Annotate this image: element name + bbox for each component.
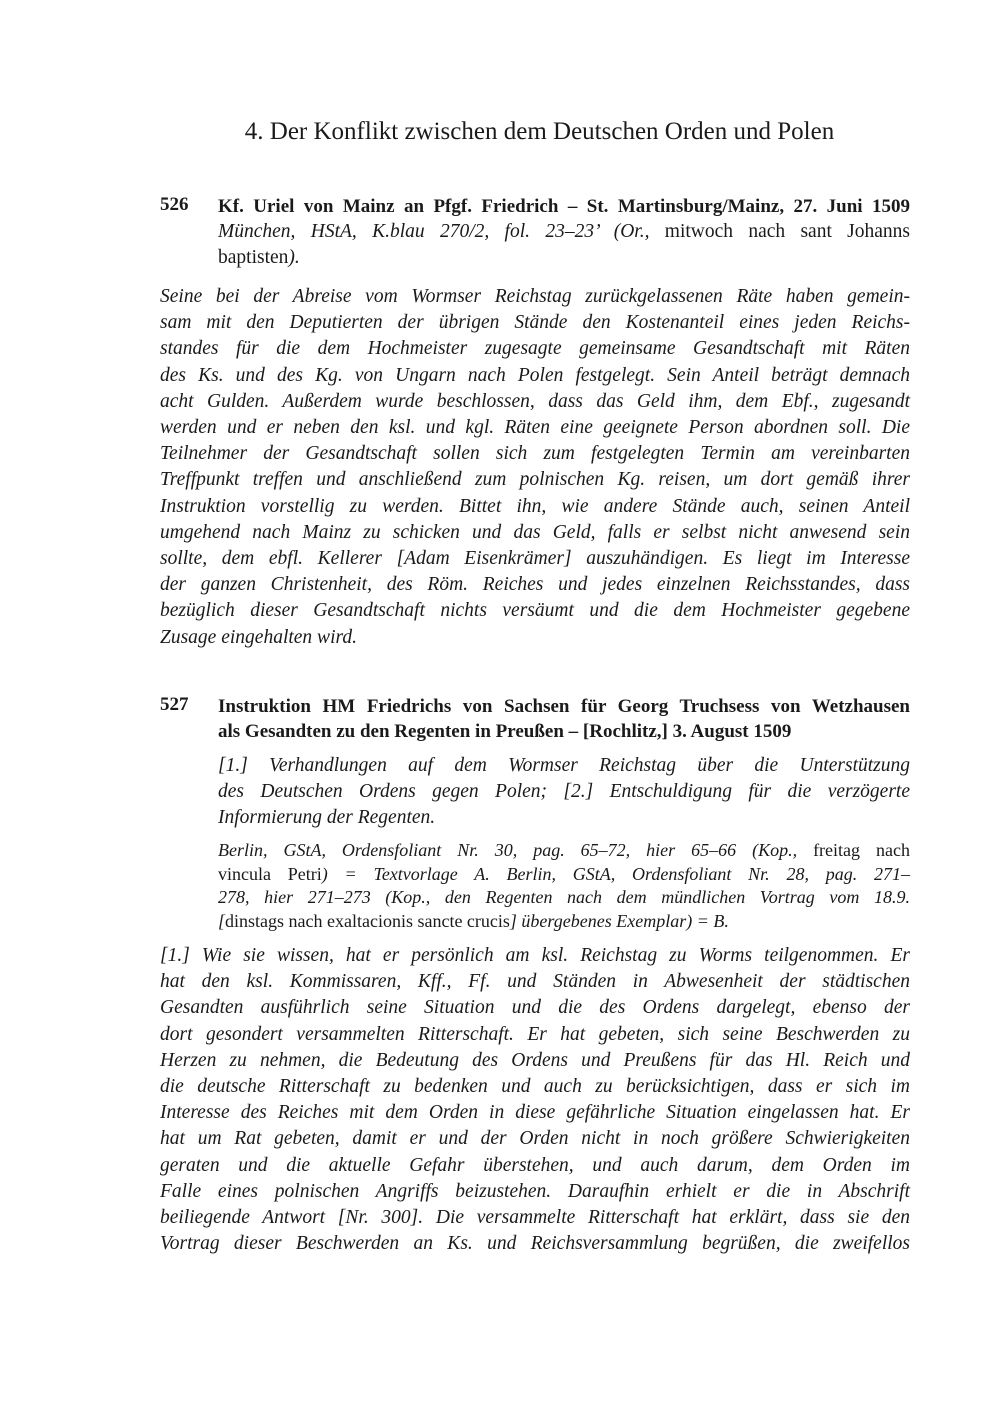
text-line [160, 336, 910, 362]
entry-source [218, 839, 910, 933]
text-line [160, 1048, 910, 1074]
text-segment: [ [218, 910, 226, 931]
text-segment: vincula Petri [218, 863, 322, 884]
text-segment: 278, hier 271–273 (Kop., den Regenten nach dem mündlichen Vortrag vom 18.9. [218, 887, 910, 907]
text-segment: werden und er neben den ksl. und kgl. Räten eine geeignete Person abordnen soll. Die [160, 417, 910, 439]
text-line [160, 1022, 910, 1048]
text-segment: Falle eines polnischen Angriffs beizustehen. Daraufhin erhielt er die in Abschrift [160, 1180, 910, 1202]
text-segment: beiliegende Antwort [Nr. 300]. Die versammelte Ritterschaft hat erklärt, dass sie den [160, 1207, 910, 1229]
entry-source [218, 219, 910, 271]
text-segment: dort gesondert versammelten Ritterschaft. Er hat gebeten, sich seine Beschwerden zu [160, 1023, 910, 1045]
text-line [160, 1100, 910, 1126]
text-segment: Kf. Uriel von Mainz an Pfgf. Friedrich – St. Martinsburg/Mainz, 27. Juni 1509 [218, 196, 910, 217]
text-line [160, 1074, 910, 1100]
text-segment: bezüglich dieser Gesandtschaft nichts versäumt und die dem Hochmeister gegebene [160, 600, 910, 622]
text-line [160, 1205, 910, 1231]
page-title: 4. Der Konflikt zwischen dem Deutschen Orden und Polen [244, 118, 835, 145]
text-segment: ) = Textvorlage A. Berlin, GStA, Ordensfoliant Nr. 28, pag. 271– [321, 863, 911, 884]
text-line [160, 995, 910, 1021]
text-segment: Instruktion HM Friedrichs von Sachsen für Georg Truchsess von Wetzhausen [218, 696, 910, 717]
text-line [160, 1231, 910, 1257]
text-segment: baptisten [218, 247, 289, 269]
entry-number: 526 [160, 194, 189, 215]
text-segment: [1.] Verhandlungen auf dem Wormser Reichstag über die Unterstützung [218, 755, 910, 776]
text-segment: Berlin, GStA, Ordensfoliant Nr. 30, pag. 65–72, hier 65–66 (Kop., [218, 840, 814, 860]
text-segment: standes für die dem Hochmeister zugesagte gemeinsame Gesandtschaft mit Räten [160, 338, 910, 360]
text-line [160, 943, 910, 969]
text-segment: acht Gulden. Außerdem wurde beschlossen, dass das Geld ihm, dem Ebf., zugesandt [160, 390, 910, 412]
text-segment: geraten und die aktuelle Gefahr überstehen, und auch darum, dem Orden im [160, 1154, 910, 1176]
entry-heading [218, 194, 910, 219]
text-line [160, 520, 910, 546]
entry-text [160, 943, 910, 1257]
text-segment: [1.] Wie sie wissen, hat er persönlich am ksl. Reichstag zu Worms teilgenommen. Er [160, 945, 910, 966]
text-line [160, 625, 910, 651]
text-line [160, 415, 910, 441]
text-line [218, 839, 910, 863]
text-segment: umgehend nach Mainz zu schicken und das Geld, falls er selbst nicht anwesend sein [160, 521, 910, 543]
text-line [218, 694, 910, 719]
entry-summary [160, 284, 910, 651]
text-segment: ] übergebenes Exemplar) = B. [509, 910, 729, 931]
text-segment: Vortrag dieser Beschwerden an Ks. und Reichsversammlung begrüßen, die zweifellos [160, 1233, 910, 1255]
text-line [218, 805, 910, 831]
text-line [160, 310, 910, 336]
text-segment: sam mit den Deputierten der übrigen Stände den Kostenanteil eines jeden Reichs- [160, 312, 910, 334]
text-line [160, 494, 910, 520]
text-segment: als Gesandten zu den Regenten in Preußen – [Rochlitz,] 3. August 1509 [218, 721, 792, 742]
text-line [160, 284, 910, 310]
text-segment: der ganzen Christenheit, des Röm. Reiches und jedes einzelnen Reichsstandes, dass [160, 574, 910, 596]
text-segment: hat den ksl. Kommissaren, Kff., Ff. und Ständen in Abwesenheit der städtischen [160, 971, 910, 993]
text-segment: Instruktion vorstellig zu werden. Bittet ihn, wie andere Stände auch, seinen Anteil [160, 495, 910, 517]
text-line [218, 863, 910, 887]
text-segment: sollte, dem ebfl. Kellerer [Adam Eisenkrämer] auszuhändigen. Es liegt im Interesse [160, 548, 910, 570]
text-line [218, 779, 910, 805]
entry-regest [218, 753, 910, 832]
text-line [160, 598, 910, 624]
text-line [160, 572, 910, 598]
text-line [218, 753, 910, 779]
entry-number: 527 [160, 694, 189, 715]
text-segment: Treffpunkt treffen und anschließend zum polnischen Kg. reisen, um dort gemäß ihrer [160, 469, 910, 491]
text-segment: die deutsche Ritterschaft zu bedenken und auch zu berücksichtigen, dass er sich im [160, 1076, 910, 1098]
text-segment: Informierung der Regenten. [218, 807, 436, 829]
text-line [160, 1126, 910, 1152]
text-segment: Zusage eingehalten wird. [160, 626, 357, 648]
text-segment: Seine bei der Abreise vom Wormser Reichstag zurückgelassenen Räte haben gemein- [160, 286, 910, 307]
text-line [160, 441, 910, 467]
text-line [160, 1179, 910, 1205]
text-segment: mitwoch nach sant Johanns [664, 221, 911, 242]
text-line [160, 467, 910, 493]
text-segment: ). [288, 247, 300, 269]
text-segment: München, HStA, K.blau 270/2, fol. 23–23’ (Or., [218, 221, 665, 242]
text-segment: des Deutschen Ordens gegen Polen; [2.] Entschuldigung für die verzögerte [218, 781, 910, 803]
text-segment: dinstags nach exaltacionis sancte crucis [225, 910, 510, 931]
text-segment: Interesse des Reiches mit dem Orden in diese gefährliche Situation eingelassen hat. Er [160, 1102, 910, 1124]
text-line [160, 1153, 910, 1179]
text-segment: freitag nach [813, 840, 910, 860]
text-line [218, 219, 910, 245]
text-line [160, 389, 910, 415]
text-line [160, 546, 910, 572]
text-segment: Herzen zu nehmen, die Bedeutung des Ordens und Preußens für das Hl. Reich und [160, 1049, 910, 1071]
text-line [218, 194, 910, 219]
text-segment: hat um Rat gebeten, damit er und der Orden nicht in noch größere Schwierigkeiten [160, 1128, 910, 1150]
text-segment: des Ks. und des Kg. von Ungarn nach Polen festgelegt. Sein Anteil beträgt demnach [160, 364, 910, 386]
entry-heading [218, 694, 910, 744]
text-line [218, 719, 910, 744]
text-segment: Teilnehmer der Gesandtschaft sollen sich zum festgelegten Termin am vereinbarten [160, 443, 910, 465]
text-segment: Gesandten ausführlich seine Situation und die des Ordens dargelegt, ebenso der [160, 997, 910, 1019]
text-line [160, 969, 910, 995]
text-line [218, 245, 910, 271]
text-line [160, 363, 910, 389]
text-line [218, 886, 910, 910]
text-line [218, 910, 910, 934]
